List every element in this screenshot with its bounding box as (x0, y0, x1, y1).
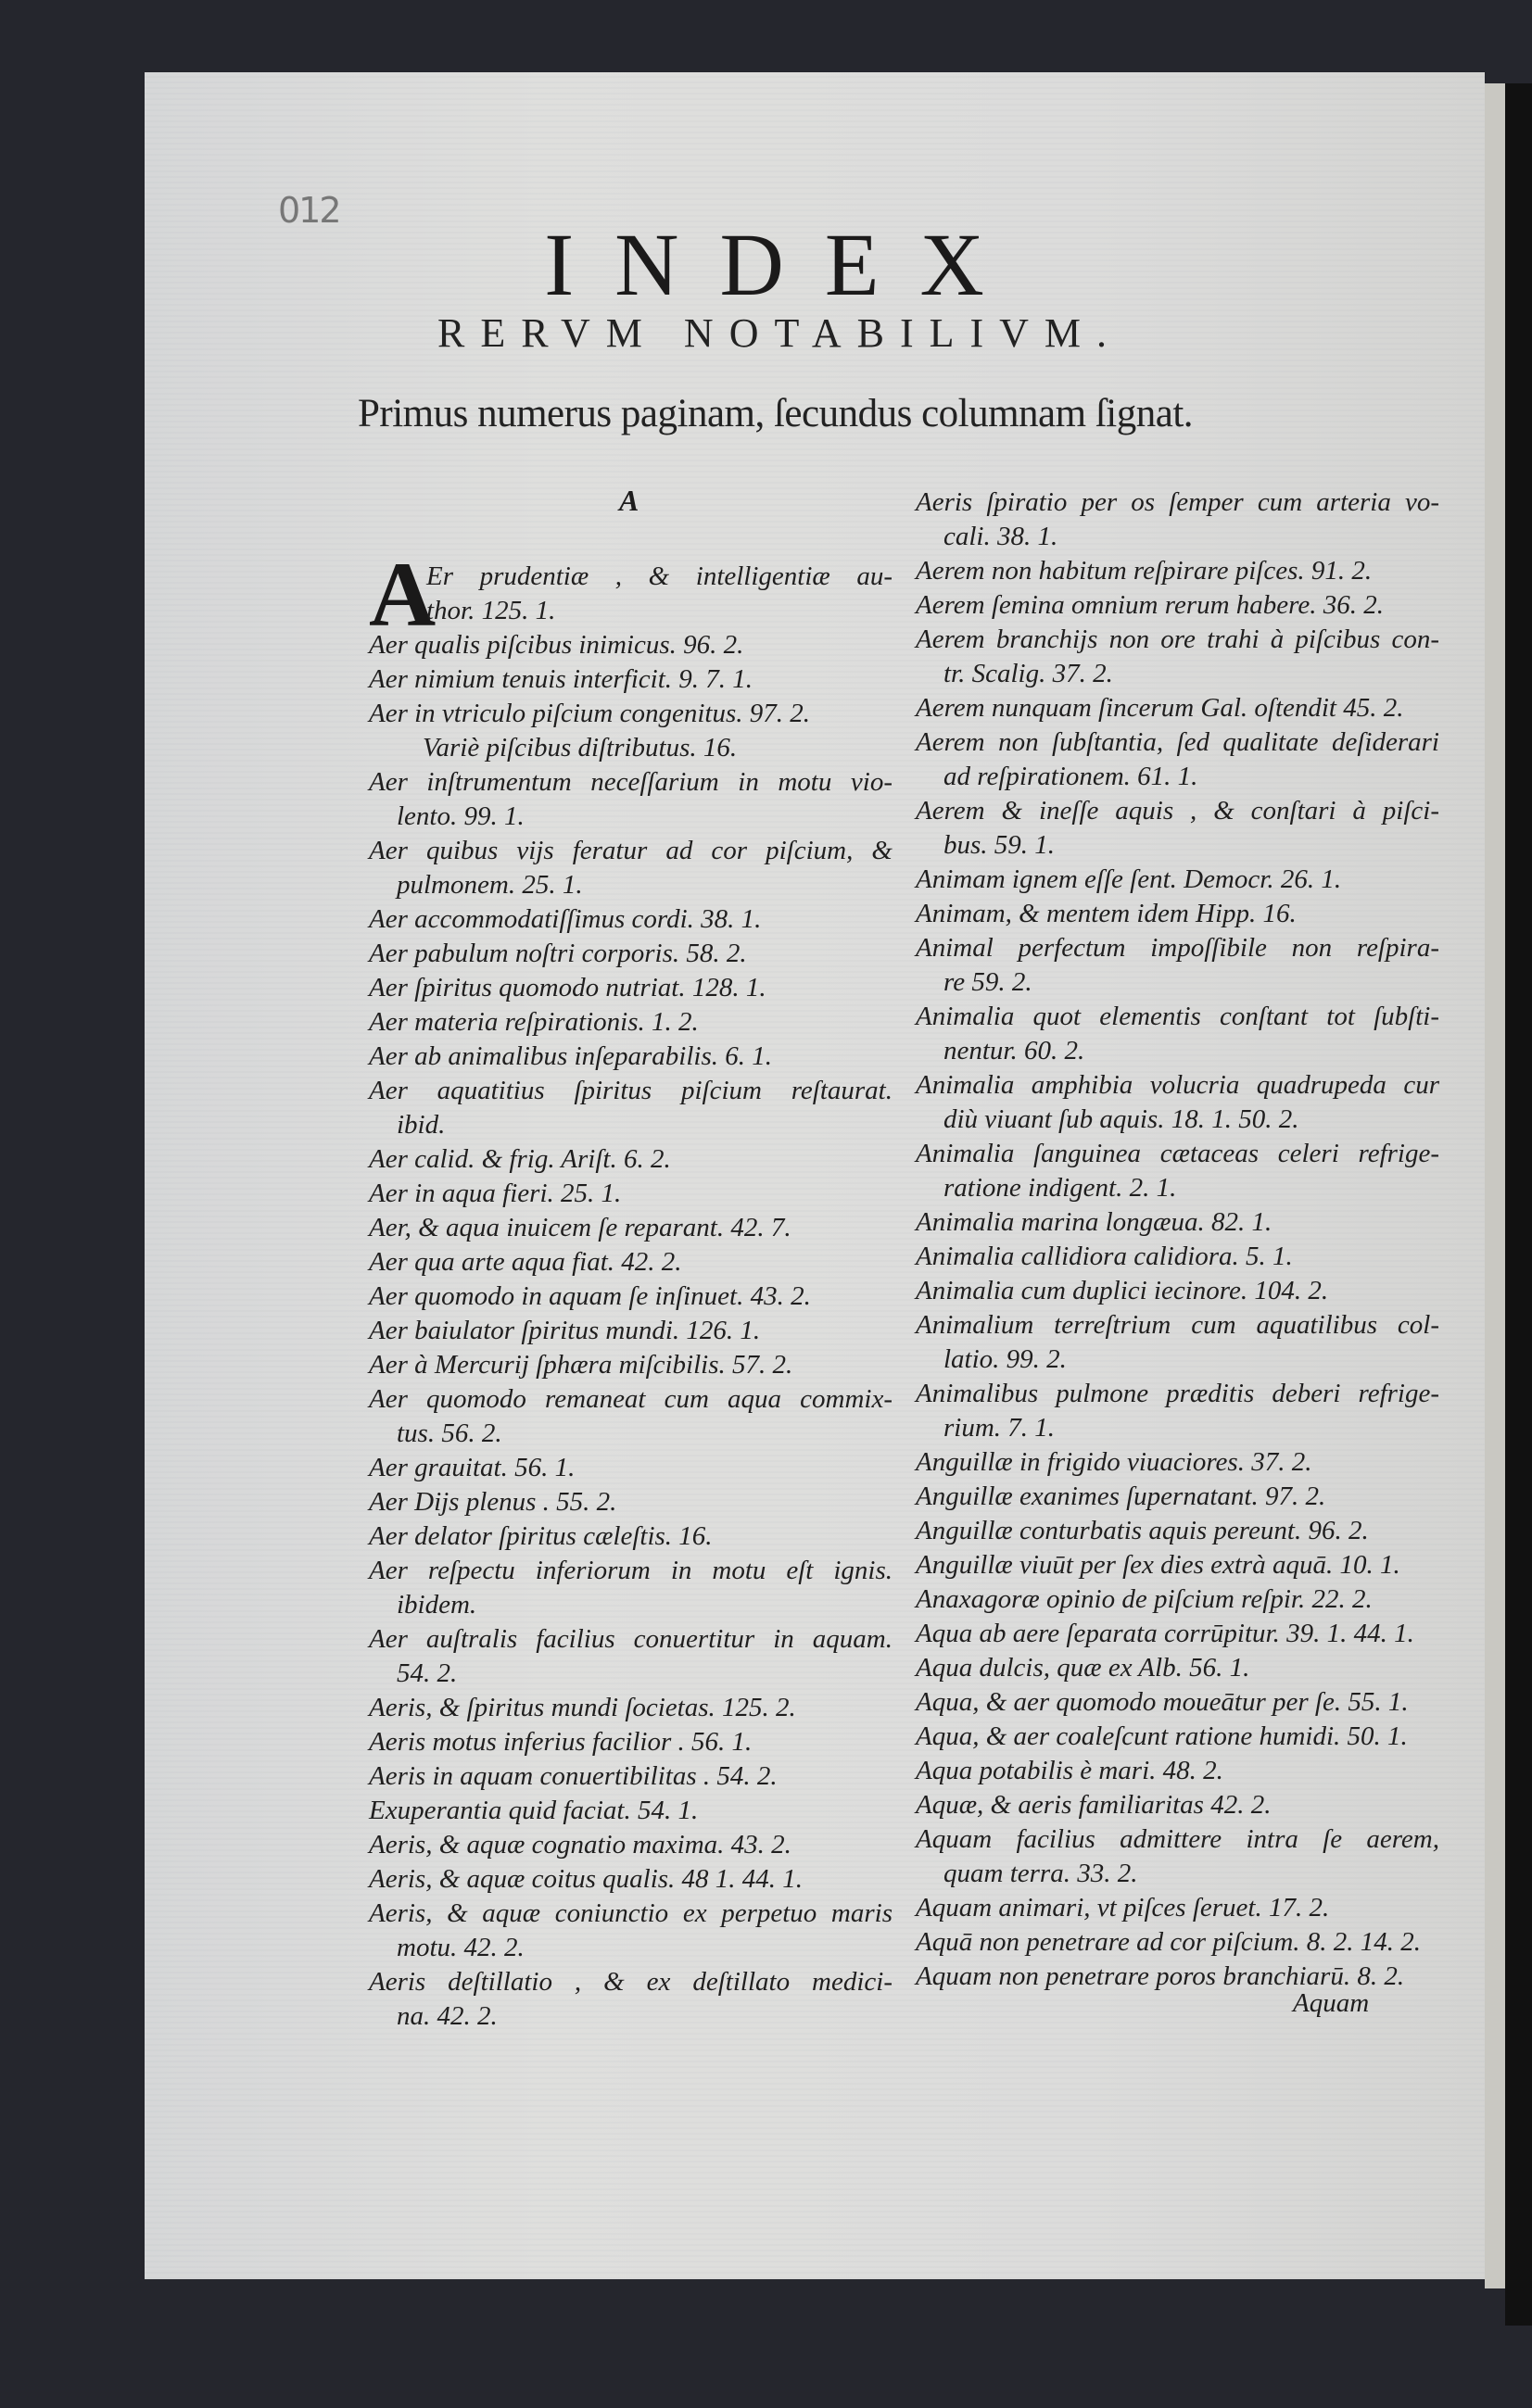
index-entry (369, 834, 893, 902)
index-entry (369, 731, 893, 765)
index-entry (916, 554, 1439, 588)
entry-continuation: ibid. (397, 1110, 446, 1140)
entry-text: Aqua, & aer coaleſcunt ratione humidi. 50. 1. (916, 1721, 1408, 1751)
index-entry (916, 623, 1439, 691)
index-entry (369, 1897, 893, 1965)
index-entry (916, 1240, 1439, 1274)
index-entry (369, 1177, 893, 1211)
entry-text: Animalia amphibia volucria quadrupeda cur (916, 1070, 1439, 1100)
index-entry (369, 1554, 893, 1622)
index-entry (916, 1308, 1439, 1377)
index-entry (916, 1445, 1439, 1480)
index-entry (369, 1005, 893, 1040)
entry-continuation: cali. 38. 1. (943, 522, 1058, 551)
entry-text: Animalia quot elementis conſtant tot ſubſti- (916, 1002, 1439, 1031)
section-letter: A (619, 484, 639, 517)
entry-text: Aeris, & aquæ coitus qualis. 48 1. 44. 1. (369, 1864, 804, 1894)
entry-text: Aer à Mercurij ſphæra miſcibilis. 57. 2. (369, 1350, 793, 1380)
entry-text: Aer materia reſpirationis. 1. 2. (369, 1007, 699, 1037)
entry-continuation: ibidem. (397, 1590, 477, 1620)
handwritten-folio-number: 012 (278, 190, 340, 231)
index-entry (916, 485, 1439, 554)
entry-continuation: 54. 2. (397, 1658, 458, 1688)
entry-text: Aer aquatitius ſpiritus piſcium reſtaurat. (369, 1076, 893, 1105)
index-entry (916, 1925, 1439, 1960)
entry-text: Aeris ſpiratio per os ſemper cum arteria vo- (916, 487, 1439, 517)
index-entry (369, 1691, 893, 1725)
entry-text: Aerem nunquam ſincerum Gal. oſtendit 45. 2. (916, 693, 1404, 723)
entry-text: Aqua potabilis è mari. 48. 2. (916, 1756, 1223, 1785)
index-entry (369, 937, 893, 971)
entry-text: Aquam facilius admittere intra ſe aerem, (916, 1824, 1439, 1854)
entry-continuation: bus. 59. 1. (943, 830, 1056, 860)
entry-continuation: motu. 42. 2. (397, 1933, 525, 1962)
entry-text: Anguillæ exanimes ſupernatant. 97. 2. (916, 1481, 1326, 1511)
index-entry (916, 1377, 1439, 1445)
index-entry (916, 725, 1439, 794)
entry-text: Aeris, & aquæ cognatio maxima. 43. 2. (369, 1830, 791, 1860)
index-entry (916, 1822, 1439, 1891)
entry-text: Aerem non ſubſtantia, ſed qualitate deſiderari (916, 727, 1439, 757)
entry-text: Aer auſtralis facilius conuertitur in aquam. (369, 1624, 893, 1654)
entry-text: Aer accommodatiſſimus cordi. 38. 1. (369, 904, 762, 934)
entry-text: Animalia callidiora calidiora. 5. 1. (916, 1242, 1293, 1271)
index-entry (916, 1137, 1439, 1205)
index-entry (369, 1622, 893, 1691)
entry-text: Animalibus pulmone præditis deberi refrige- (916, 1379, 1439, 1408)
index-entry (916, 1068, 1439, 1137)
entry-continuation: lento. 99. 1. (397, 801, 525, 831)
entry-text: Aeris deſtillatio , & ex deſtillato medici- (369, 1967, 893, 1997)
entry-text: Anguillæ conturbatis aquis pereunt. 96. 2. (916, 1516, 1369, 1545)
index-entry (916, 1891, 1439, 1925)
entry-continuation: thor. 125. 1. (426, 596, 556, 625)
entry-text: Aeris, & ſpiritus mundi ſocietas. 125. 2. (369, 1693, 796, 1722)
entry-text: Aer inſtrumentum neceſſarium in motu vio- (369, 767, 893, 797)
entry-text: Aeris motus inferius facilior . 56. 1. (369, 1727, 753, 1757)
entry-continuation: nentur. 60. 2. (943, 1036, 1085, 1065)
catchword: Aquam (1293, 1988, 1370, 2018)
index-entry (369, 1382, 893, 1451)
index-entry (916, 897, 1439, 931)
index-entry (916, 931, 1439, 1000)
entry-text: Aquam non penetrare poros branchiarū. 8. 2. (916, 1961, 1405, 1991)
entry-text: Aer qualis piſcibus inimicus. 96. 2. (369, 630, 744, 660)
entry-text: Aerem & ineſſe aquis , & conſtari à piſci- (916, 796, 1439, 826)
index-entry (369, 1348, 893, 1382)
entry-text: Aer delator ſpiritus cæleſtis. 16. (369, 1521, 713, 1551)
entry-continuation: tus. 56. 2. (397, 1418, 502, 1448)
index-entry (369, 1245, 893, 1280)
index-entry (916, 1205, 1439, 1240)
index-entry (916, 1651, 1439, 1685)
page-subtitle: RERVM NOTABILIVM. (437, 310, 1123, 356)
entry-continuation: ratione indigent. 2. 1. (943, 1173, 1177, 1203)
entry-text: Animalium terreſtrium cum aquatilibus col- (916, 1310, 1439, 1340)
index-entry (369, 971, 893, 1005)
index-entry (369, 1451, 893, 1485)
index-entry (369, 765, 893, 834)
entry-text: Anguillæ viuūt per ſex dies extrà aquā. 10. 1. (916, 1550, 1400, 1580)
index-entry (369, 1759, 893, 1794)
index-entry (369, 1280, 893, 1314)
entry-text: Aerem ſemina omnium rerum habere. 36. 2. (916, 590, 1384, 620)
entry-text: Aer Dijs plenus . 55. 2. (369, 1487, 617, 1517)
entry-text: Aer quomodo in aquam ſe inſinuet. 43. 2. (369, 1281, 811, 1311)
entry-text: Aer baiulator ſpiritus mundi. 126. 1. (369, 1316, 761, 1345)
entry-text: Animam, & mentem idem Hipp. 16. (916, 899, 1297, 928)
index-entry (369, 1725, 893, 1759)
entry-text: Aeris in aquam conuertibilitas . 54. 2. (369, 1761, 778, 1791)
index-entry (369, 1862, 893, 1897)
entry-continuation: na. 42. 2. (397, 2001, 498, 2031)
index-entry (369, 662, 893, 697)
index-note: Primus numerus paginam, ſecundus columnam ſignat. (357, 392, 1194, 435)
index-column-right (916, 485, 1439, 1994)
entry-text: Aerem non habitum reſpirare piſces. 91. 2. (916, 556, 1373, 586)
index-entry (916, 1582, 1439, 1617)
index-entry (916, 1720, 1439, 1754)
entry-continuation: pulmonem. 25. 1. (397, 870, 583, 900)
entry-text: Aeris, & aquæ coniunctio ex perpetuo maris (369, 1898, 893, 1928)
entry-text: Aer quibus vijs feratur ad cor piſcium, & (369, 836, 893, 865)
index-entry (916, 1514, 1439, 1548)
entry-text: Aer in vtriculo piſcium congenitus. 97. 2. (369, 699, 811, 728)
entry-text: Anguillæ in frigido viuaciores. 37. 2. (916, 1447, 1312, 1477)
entry-continuation: diù viuant ſub aquis. 18. 1. 50. 2. (943, 1104, 1299, 1134)
entry-text: Er prudentiæ , & intelligentiæ au- (426, 561, 893, 591)
index-entry (369, 1211, 893, 1245)
index-entry (369, 1074, 893, 1142)
entry-continuation: re 59. 2. (943, 967, 1032, 997)
index-entry (369, 1965, 893, 2034)
index-entry (369, 560, 893, 628)
entry-text: Exuperantia quid faciat. 54. 1. (369, 1796, 699, 1825)
entry-continuation: ad reſpirationem. 61. 1. (943, 762, 1198, 791)
entry-text: Aer qua arte aqua fiat. 42. 2. (369, 1247, 682, 1277)
entry-text: Aer ſpiritus quomodo nutriat. 128. 1. (369, 973, 766, 1002)
entry-text: Aquā non penetrare ad cor piſcium. 8. 2. 14. 2. (916, 1927, 1422, 1957)
index-entry (916, 863, 1439, 897)
index-entry (916, 691, 1439, 725)
page-title: INDEX (544, 215, 1025, 314)
entry-text: Variè piſcibus diſtributus. 16. (423, 733, 738, 763)
entry-text: Aer reſpectu inferiorum in motu eſt ignis. (369, 1556, 893, 1585)
index-entry (369, 628, 893, 662)
index-entry (369, 1142, 893, 1177)
entry-text: Aquæ, & aeris familiaritas 42. 2. (916, 1790, 1272, 1820)
index-entry (916, 1788, 1439, 1822)
index-entry (369, 1040, 893, 1074)
index-entry (369, 1828, 893, 1862)
drop-cap: A (369, 543, 437, 646)
index-entry (916, 1480, 1439, 1514)
entry-text: Aqua, & aer quomodo moueātur per ſe. 55. 1. (916, 1687, 1409, 1717)
entry-continuation: quam terra. 33. 2. (943, 1859, 1138, 1888)
index-entry (916, 1548, 1439, 1582)
index-entry (916, 1617, 1439, 1651)
index-entry (916, 1000, 1439, 1068)
index-entry (369, 1485, 893, 1519)
entry-continuation: tr. Scalig. 37. 2. (943, 659, 1113, 688)
entry-text: Aer grauitat. 56. 1. (369, 1453, 576, 1482)
entry-text: Animalia cum duplici iecinore. 104. 2. (916, 1276, 1329, 1305)
index-entry (916, 1685, 1439, 1720)
entry-text: Anaxagoræ opinio de piſcium reſpir. 22. 2. (916, 1584, 1373, 1614)
entry-text: Animalia ſanguinea cætaceas celeri refrige- (916, 1139, 1439, 1168)
index-entry (369, 697, 893, 731)
entry-text: Aerem branchijs non ore trahi à piſcibus con- (916, 624, 1439, 654)
index-entry (369, 1314, 893, 1348)
entry-text: Aqua dulcis, quæ ex Alb. 56. 1. (916, 1653, 1250, 1683)
entry-text: Aer, & aqua inuicem ſe reparant. 42. 7. (369, 1213, 791, 1242)
entry-text: Animam ignem eſſe ſent. Democr. 26. 1. (916, 864, 1342, 894)
index-entry (369, 1794, 893, 1828)
entry-continuation: rium. 7. 1. (943, 1413, 1056, 1443)
entry-text: Aer nimium tenuis interficit. 9. 7. 1. (369, 664, 753, 694)
index-entry (916, 588, 1439, 623)
index-entry (916, 1754, 1439, 1788)
index-entry (369, 1519, 893, 1554)
entry-text: Animal perfectum impoſſibile non reſpira- (916, 933, 1439, 963)
entry-text: Animalia marina longæua. 82. 1. (916, 1207, 1272, 1237)
entry-continuation: latio. 99. 2. (943, 1344, 1067, 1374)
entry-text: Aquam animari, vt piſces ſeruet. 17. 2. (916, 1893, 1330, 1923)
entry-text: Aqua ab aere ſeparata corrūpitur. 39. 1. 44. 1. (916, 1619, 1414, 1648)
entry-text: Aer ab animalibus inſeparabilis. 6. 1. (369, 1041, 772, 1071)
entry-text: Aer calid. & frig. Ariſt. 6. 2. (369, 1144, 671, 1174)
index-entry (916, 1274, 1439, 1308)
index-column-left (369, 560, 893, 2034)
entry-text: Aer quomodo remaneat cum aqua commix- (369, 1384, 893, 1414)
index-entry (916, 794, 1439, 863)
entry-text: Aer in aqua fieri. 25. 1. (369, 1179, 622, 1208)
index-entry (369, 902, 893, 937)
entry-text: Aer pabulum noſtri corporis. 58. 2. (369, 939, 747, 968)
